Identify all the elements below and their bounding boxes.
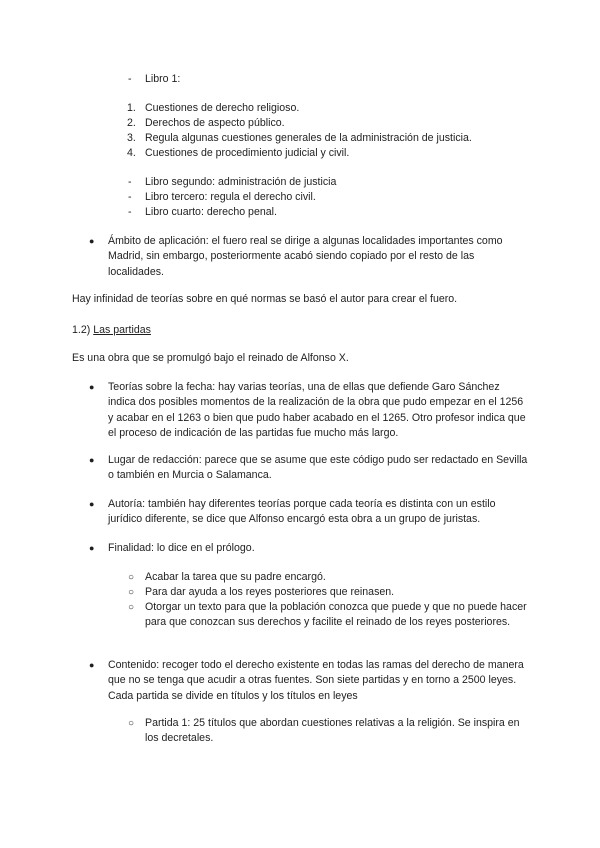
- bullet-marker: ●: [89, 455, 95, 465]
- bullet-marker: ●: [89, 236, 95, 246]
- bullet-marker: ●: [89, 499, 95, 509]
- dash-marker: -: [128, 191, 132, 203]
- sub-bullet-marker: ○: [128, 587, 135, 598]
- bullet-marker: ●: [89, 382, 95, 392]
- sub-bullet-marker: ○: [128, 602, 135, 613]
- list-item: Libro segundo: administración de justicia: [145, 176, 337, 188]
- section-number: 1.2): [72, 324, 91, 336]
- sub-bullet-partida-1: Partida 1: 25 títulos que abordan cuestiones relativas a la religión. Se inspira en los decretales.: [145, 717, 520, 745]
- sub-bullet-item: Acabar la tarea que su padre encargó.: [145, 571, 326, 583]
- section-heading: [72, 323, 151, 338]
- bullet-finalidad: Finalidad: lo dice en el prólogo.: [108, 542, 255, 554]
- sub-bullet-marker: ○: [128, 718, 135, 729]
- sub-bullet-item: Otorgar un texto para que la población conozca que puede y que no puede hacer para que conozcan sus derechos y facilite el reinado de los reyes posteriores.: [145, 601, 527, 629]
- dash-marker: -: [128, 176, 132, 188]
- bullet-marker: ●: [89, 543, 95, 553]
- list-item: Derechos de aspecto público.: [145, 117, 285, 129]
- sub-bullet-item: Para dar ayuda a los reyes posteriores que reinasen.: [145, 586, 395, 598]
- list-number: 3.: [127, 132, 136, 144]
- list-number: 1.: [127, 102, 136, 114]
- list-item: Libro cuarto: derecho penal.: [145, 206, 277, 218]
- list-item: Regula algunas cuestiones generales de la administración de justicia.: [145, 132, 472, 144]
- bullet-contenido: Contenido: recoger todo el derecho existente en todas las ramas del derecho de manera que no se tenga que acudir a otras fuentes. Son siete partidas y en torno a 2500 leyes. Cada partida se divide en títulos y los títulos en leyes: [108, 659, 524, 702]
- bullet-marker: ●: [89, 660, 95, 670]
- paragraph-obra: Es una obra que se promulgó bajo el reinado de Alfonso X.: [72, 352, 349, 364]
- paragraph-infinidad: Hay infinidad de teorías sobre en qué normas se basó el autor para crear el fuero.: [72, 293, 458, 305]
- bullet-ambito: Ámbito de aplicación: el fuero real se dirige a algunas localidades importantes como Madrid, sin embargo, posteriormente acabó siendo copiado por el resto de las localidades.: [108, 235, 503, 278]
- list-number: 4.: [127, 147, 136, 159]
- list-item: Cuestiones de procedimiento judicial y civil.: [145, 147, 350, 159]
- bullet-teorias-fecha: Teorías sobre la fecha: hay varias teorías, una de ellas que defiende Garo Sánchez indica dos posibles momentos de la realización de la obra que pudo empezar en el 1256 y acabar en el 1263 o bien que pudo haber acabado en el 1265. Otro profesor indica que el proceso de indicación de las partidas fue mucho más largo.: [108, 381, 526, 440]
- dash-marker: -: [128, 206, 132, 218]
- list-number: 2.: [127, 117, 136, 129]
- sub-bullet-marker: ○: [128, 572, 135, 583]
- bullet-autoria: Autoría: también hay diferentes teorías porque cada teoría es distinta con un estilo jurídico diferente, se dice que Alfonso encargó esta obra a un grupo de juristas.: [108, 498, 496, 526]
- libro-1-heading: Libro 1:: [145, 73, 181, 85]
- bullet-lugar-redaccion: Lugar de redacción: parece que se asume que este código pudo ser redactado en Sevilla o también en Murcia o Salamanca.: [108, 454, 528, 482]
- list-item: Cuestiones de derecho religioso.: [145, 102, 300, 114]
- dash-marker: -: [128, 73, 132, 85]
- list-item: Libro tercero: regula el derecho civil.: [145, 191, 316, 203]
- section-title: Las partidas: [93, 324, 151, 336]
